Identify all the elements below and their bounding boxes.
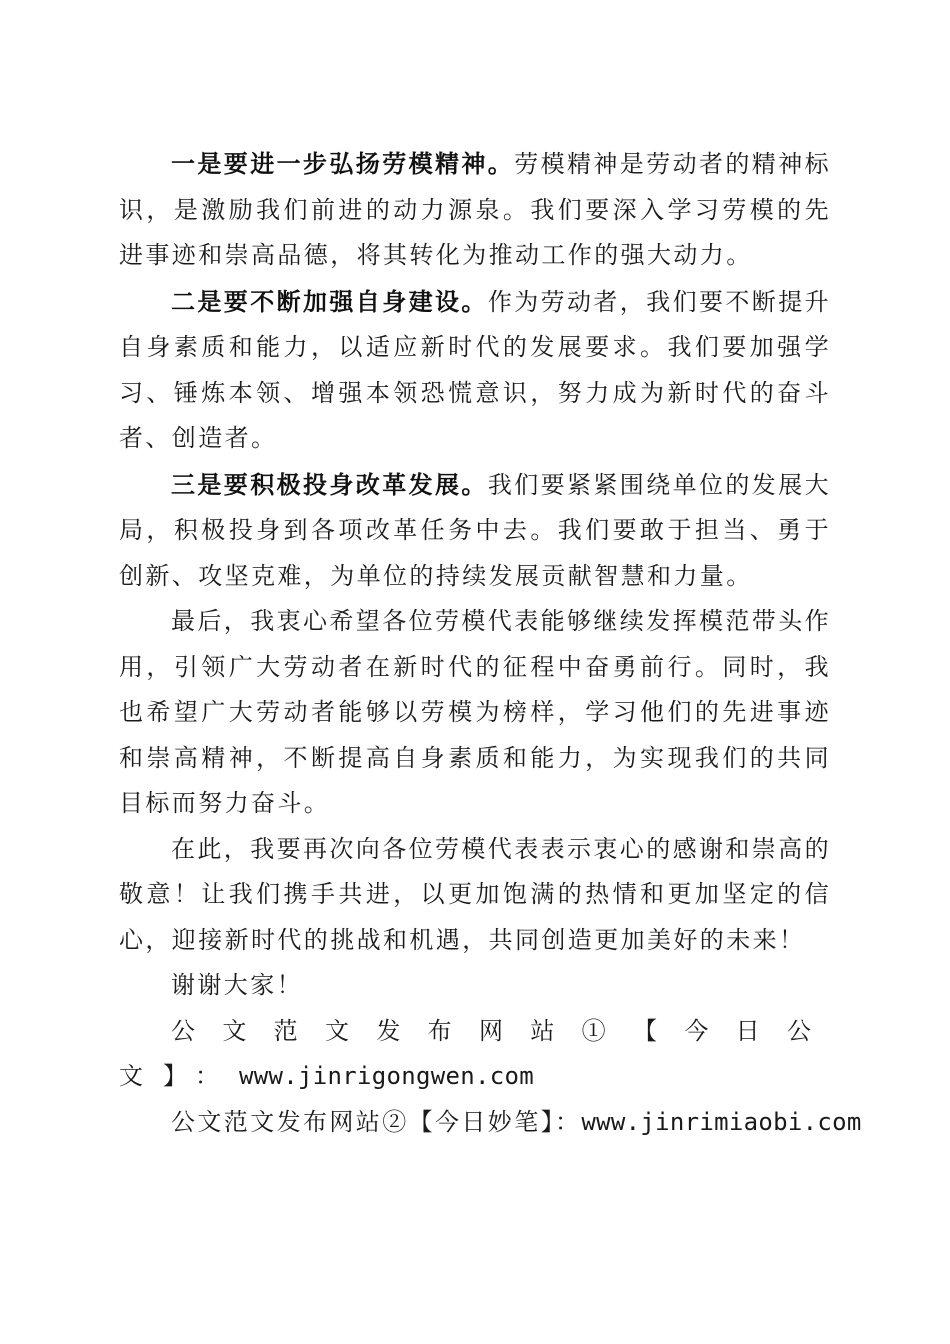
paragraph-2-text: 作为劳动者，我们要不断提升自身素质和能力，以适应新时代的发展要求。我们要加强学习、锤炼本领、增强本领恐慌意识，努力成为新时代的奋斗者、创造者。 <box>119 287 832 452</box>
document-body <box>119 141 862 1145</box>
site-1-url[interactable]: www.jinrigongwen.com <box>239 1062 534 1090</box>
paragraph-closing <box>119 599 831 827</box>
paragraph-thanks-regards-text: 在此，我要再次向各位劳模代表表示衷心的感谢和崇高的敬意！让我们携手共进，以更加饱满的热情和更加坚定的信心，迎接新时代的挑战和机遇，共同创造更加美好的未来！ <box>119 834 831 954</box>
paragraph-closing-text: 最后，我衷心希望各位劳模代表能够继续发挥模范带头作用，引领广大劳动者在新时代的征程中奋勇前行。同时，我也希望广大劳动者能够以劳模为榜样，学习他们的先进事迹和崇高精神，不断提高自身素质和能力，为实现我们的共同目标而努力奋斗。 <box>119 607 831 817</box>
site-line-2 <box>119 1100 862 1146</box>
paragraph-1 <box>119 141 831 279</box>
paragraph-2-lead: 二是要不断加强自身建设。 <box>171 286 488 316</box>
paragraph-3-lead: 三是要积极投身改革发展。 <box>171 469 488 499</box>
paragraph-2 <box>119 279 831 462</box>
paragraph-thank-you <box>119 963 831 1009</box>
paragraph-1-text: 劳模精神是劳动者的精神标识，是激励我们前进的动力源泉。我们要深入学习劳模的先进事迹和崇高品德，将其转化为推动工作的强大动力。 <box>119 150 832 269</box>
site-2-url[interactable]: www.jinrimiaobi.com <box>581 1107 862 1136</box>
paragraph-thanks-regards <box>119 827 831 964</box>
paragraph-3-text: 我们要紧紧围绕单位的发展大局，积极投身到各项改革任务中去。我们要敢于担当、勇于创新、攻坚克难，为单位的持续发展贡献智慧和力量。 <box>119 470 832 590</box>
paragraph-3 <box>119 462 831 600</box>
paragraph-thank-you-text: 谢谢大家！ <box>171 971 303 999</box>
paragraph-1-lead: 一是要进一步弘扬劳模精神。 <box>171 149 515 178</box>
site-2-label: 公文范文发布网站②【今日妙笔】： <box>171 1107 582 1136</box>
site-1-label: 公文范文发布网站①【今日公文】： <box>119 1016 831 1090</box>
site-line-1 <box>119 1009 831 1100</box>
